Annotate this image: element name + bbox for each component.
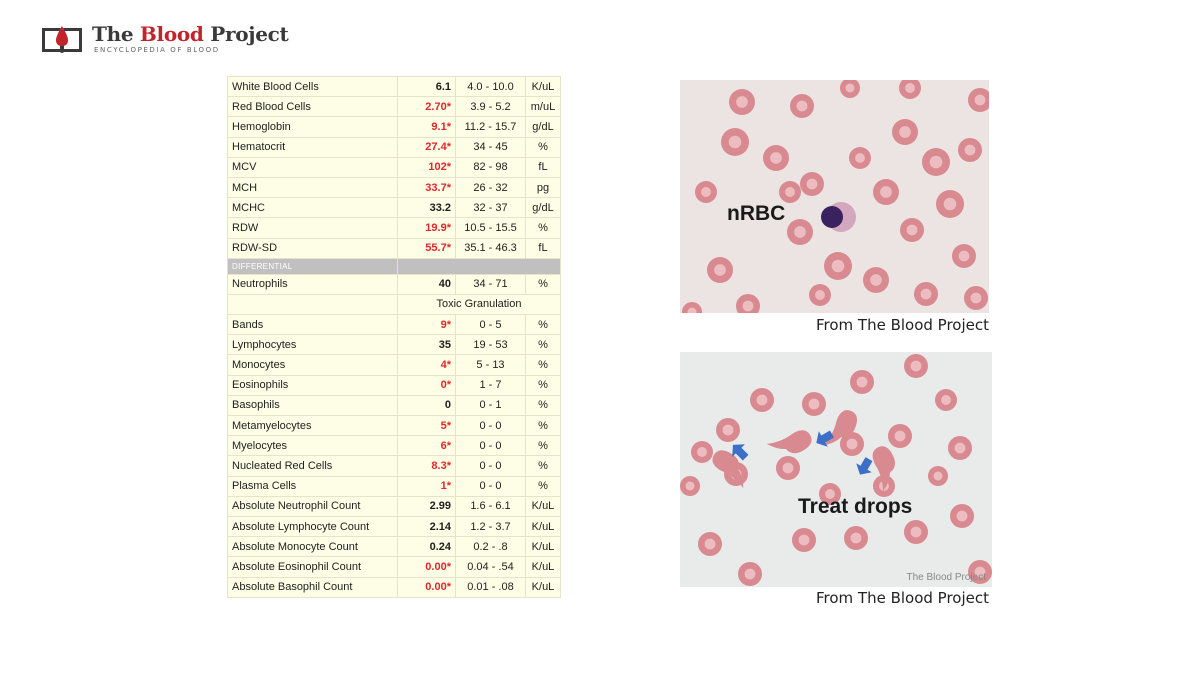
nrbc-label: nRBC [727, 202, 786, 225]
red-blood-cell-pallor [809, 399, 820, 410]
red-blood-cell-pallor [907, 225, 918, 236]
lab-test-name: Neutrophils [228, 274, 398, 294]
lab-test-value: 35 [398, 335, 456, 355]
image-caption-2: From The Blood Project [815, 589, 989, 607]
lab-test-value: 9* [398, 315, 456, 335]
lab-row [228, 395, 561, 415]
lab-reference-range: 34 - 45 [456, 137, 526, 157]
red-blood-cell-pallor [832, 260, 845, 273]
lab-test-name: RDW-SD [228, 238, 398, 258]
lab-reference-range: 0 - 1 [456, 395, 526, 415]
red-blood-cell-pallor [757, 395, 768, 406]
lab-test-name: Myelocytes [228, 436, 398, 456]
lab-row [228, 496, 561, 516]
lab-reference-range: 10.5 - 15.5 [456, 218, 526, 238]
lab-unit: % [526, 274, 561, 294]
red-blood-cell-pallor [770, 152, 782, 164]
red-blood-cell-pallor [899, 126, 911, 138]
lab-test-value: 40 [398, 274, 456, 294]
lab-reference-range: 0.04 - .54 [456, 557, 526, 577]
lab-unit: g/dL [526, 117, 561, 137]
red-blood-cell-pallor [965, 145, 976, 156]
lab-unit: K/uL [526, 496, 561, 516]
lab-test-name: MCH [228, 177, 398, 197]
lab-test-value: 2.14 [398, 516, 456, 536]
lab-reference-range: 3.9 - 5.2 [456, 97, 526, 117]
lab-test-value: 27.4* [398, 137, 456, 157]
lab-row [228, 577, 561, 597]
lab-test-value: 0.00* [398, 577, 456, 597]
red-blood-cell-pallor [745, 569, 756, 580]
teardrop-cell [865, 443, 905, 491]
section-header-differential [228, 258, 561, 274]
lab-test-value: 33.7* [398, 177, 456, 197]
logo-subtitle: ENCYCLOPEDIA OF BLOOD [94, 46, 220, 54]
lab-row [228, 375, 561, 395]
red-blood-cell-pallor [701, 187, 711, 197]
lab-test-name: Red Blood Cells [228, 97, 398, 117]
red-blood-cell-pallor [785, 187, 795, 197]
lab-reference-range: 32 - 37 [456, 198, 526, 218]
lab-test-value: 9.1* [398, 117, 456, 137]
lab-row [228, 97, 561, 117]
red-blood-cell-pallor [975, 95, 986, 106]
lab-test-name: Nucleated Red Cells [228, 456, 398, 476]
lab-row [228, 456, 561, 476]
lab-test-name: Absolute Neutrophil Count [228, 496, 398, 516]
lab-unit: % [526, 456, 561, 476]
lab-test-name: Absolute Lymphocyte Count [228, 516, 398, 536]
red-blood-cell-pallor [930, 156, 943, 169]
lab-reference-range: 5 - 13 [456, 355, 526, 375]
book-blood-drop-icon [40, 22, 84, 56]
red-blood-cell-pallor [807, 179, 818, 190]
lab-row [228, 416, 561, 436]
lab-test-value: 19.9* [398, 218, 456, 238]
lab-unit: % [526, 476, 561, 496]
red-blood-cell-pallor [855, 153, 865, 163]
lab-row [228, 177, 561, 197]
lab-test-value: 2.70* [398, 97, 456, 117]
lab-unit: % [526, 335, 561, 355]
red-blood-cell-pallor [697, 447, 707, 457]
lab-reference-range: 0 - 0 [456, 416, 526, 436]
red-blood-cell-pallor [905, 83, 915, 93]
lab-row [228, 137, 561, 157]
red-blood-cell-pallor [857, 377, 868, 388]
red-blood-cell-pallor [815, 290, 825, 300]
red-blood-cell-pallor [783, 463, 794, 474]
lab-test-name: White Blood Cells [228, 77, 398, 97]
lab-row [228, 557, 561, 577]
lab-test-value: 5* [398, 416, 456, 436]
section-label: DIFFERENTIAL [228, 258, 398, 274]
lab-reference-range: 4.0 - 10.0 [456, 77, 526, 97]
lab-test-value: 0.00* [398, 557, 456, 577]
image-caption-1: From The Blood Project [815, 316, 989, 334]
lab-unit: % [526, 395, 561, 415]
lab-note: Toxic Granulation [398, 294, 561, 314]
red-blood-cell-pallor [921, 289, 932, 300]
lab-unit: % [526, 436, 561, 456]
red-blood-cell-pallor [714, 264, 726, 276]
lab-unit: % [526, 355, 561, 375]
lab-row [228, 117, 561, 137]
red-blood-cell-pallor [736, 96, 748, 108]
lab-test-name: Absolute Basophil Count [228, 577, 398, 597]
red-blood-cell-pallor [895, 431, 906, 442]
blood-smear-image-teardrops [680, 352, 992, 587]
lab-test-value: 55.7* [398, 238, 456, 258]
lab-note-row [228, 294, 561, 314]
lab-reference-range: 1.6 - 6.1 [456, 496, 526, 516]
image-watermark: The Blood Project [906, 572, 986, 583]
red-blood-cell-pallor [847, 439, 858, 450]
red-blood-cell-pallor [870, 274, 882, 286]
lab-unit: % [526, 375, 561, 395]
logo [40, 22, 288, 56]
red-blood-cell-pallor [911, 361, 922, 372]
red-blood-cell-pallor [971, 293, 982, 304]
red-blood-cell-pallor [799, 535, 810, 546]
lab-row [228, 274, 561, 294]
lab-test-name: Basophils [228, 395, 398, 415]
red-blood-cell-pallor [955, 443, 966, 454]
red-blood-cell-pallor [934, 472, 943, 481]
red-blood-cell-pallor [846, 84, 855, 93]
red-blood-cell-pallor [743, 301, 754, 312]
red-blood-cell-pallor [851, 533, 862, 544]
lab-reference-range: 0.2 - .8 [456, 537, 526, 557]
lab-row [228, 476, 561, 496]
lab-test-name: MCV [228, 157, 398, 177]
lab-unit: K/uL [526, 516, 561, 536]
lab-row [228, 198, 561, 218]
lab-unit: fL [526, 238, 561, 258]
lab-reference-range: 11.2 - 15.7 [456, 117, 526, 137]
lab-test-name: Bands [228, 315, 398, 335]
lab-row [228, 436, 561, 456]
lab-test-value: 2.99 [398, 496, 456, 516]
lab-test-name: Lymphocytes [228, 335, 398, 355]
lab-unit: K/uL [526, 77, 561, 97]
lab-unit: % [526, 315, 561, 335]
red-blood-cell-pallor [729, 136, 742, 149]
lab-reference-range: 1 - 7 [456, 375, 526, 395]
lab-row [228, 238, 561, 258]
red-blood-cell-pallor [797, 101, 808, 112]
lab-test-name: Eosinophils [228, 375, 398, 395]
red-blood-cell-pallor [959, 251, 970, 262]
lab-test-name: Monocytes [228, 355, 398, 375]
lab-row [228, 157, 561, 177]
lab-reference-range: 35.1 - 46.3 [456, 238, 526, 258]
cbc-lab-table [227, 76, 561, 598]
lab-unit: % [526, 218, 561, 238]
lab-unit: K/uL [526, 577, 561, 597]
lab-test-value: 8.3* [398, 456, 456, 476]
lab-unit: pg [526, 177, 561, 197]
lab-test-value: 33.2 [398, 198, 456, 218]
lab-test-value: 6.1 [398, 77, 456, 97]
lab-test-value: 0* [398, 375, 456, 395]
lab-test-name: Plasma Cells [228, 476, 398, 496]
nrbc-nucleus [821, 206, 843, 228]
lab-reference-range: 82 - 98 [456, 157, 526, 177]
lab-reference-range: 1.2 - 3.7 [456, 516, 526, 536]
lab-unit: K/uL [526, 557, 561, 577]
red-blood-cell-pallor [911, 527, 922, 538]
lab-row [228, 77, 561, 97]
lab-reference-range: 0 - 0 [456, 476, 526, 496]
lab-row [228, 516, 561, 536]
lab-row [228, 218, 561, 238]
lab-test-name: Hemoglobin [228, 117, 398, 137]
lab-reference-range: 19 - 53 [456, 335, 526, 355]
lab-row [228, 335, 561, 355]
red-blood-cell-pallor [705, 539, 716, 550]
lab-test-name: Metamyelocytes [228, 416, 398, 436]
logo-title: The Blood Project [92, 22, 289, 46]
red-blood-cell-pallor [944, 198, 957, 211]
lab-test-name: MCHC [228, 198, 398, 218]
lab-unit: % [526, 137, 561, 157]
lab-unit: m/uL [526, 97, 561, 117]
lab-row [228, 537, 561, 557]
lab-reference-range: 34 - 71 [456, 274, 526, 294]
lab-test-name: Absolute Eosinophil Count [228, 557, 398, 577]
lab-reference-range: 26 - 32 [456, 177, 526, 197]
red-blood-cell-pallor [686, 482, 695, 491]
teardrop-label: Treat drops [798, 495, 913, 518]
lab-test-value: 0 [398, 395, 456, 415]
red-blood-cell-pallor [723, 425, 734, 436]
lab-test-name: RDW [228, 218, 398, 238]
lab-reference-range: 0 - 0 [456, 456, 526, 476]
lab-test-name: Hematocrit [228, 137, 398, 157]
lab-unit: fL [526, 157, 561, 177]
lab-reference-range: 0 - 0 [456, 436, 526, 456]
lab-row [228, 355, 561, 375]
red-blood-cell-pallor [957, 511, 968, 522]
lab-test-value: 0.24 [398, 537, 456, 557]
lab-reference-range: 0.01 - .08 [456, 577, 526, 597]
red-blood-cell-pallor [941, 395, 951, 405]
lab-unit: K/uL [526, 537, 561, 557]
lab-unit: % [526, 416, 561, 436]
lab-test-value: 4* [398, 355, 456, 375]
lab-test-value: 1* [398, 476, 456, 496]
red-blood-cell-pallor [794, 226, 806, 238]
lab-unit: g/dL [526, 198, 561, 218]
lab-test-name: Absolute Monocyte Count [228, 537, 398, 557]
lab-reference-range: 0 - 5 [456, 315, 526, 335]
lab-test-value: 102* [398, 157, 456, 177]
red-blood-cell-pallor [880, 186, 892, 198]
lab-row [228, 315, 561, 335]
lab-test-value: 6* [398, 436, 456, 456]
blood-smear-image-nrbc [680, 80, 989, 313]
